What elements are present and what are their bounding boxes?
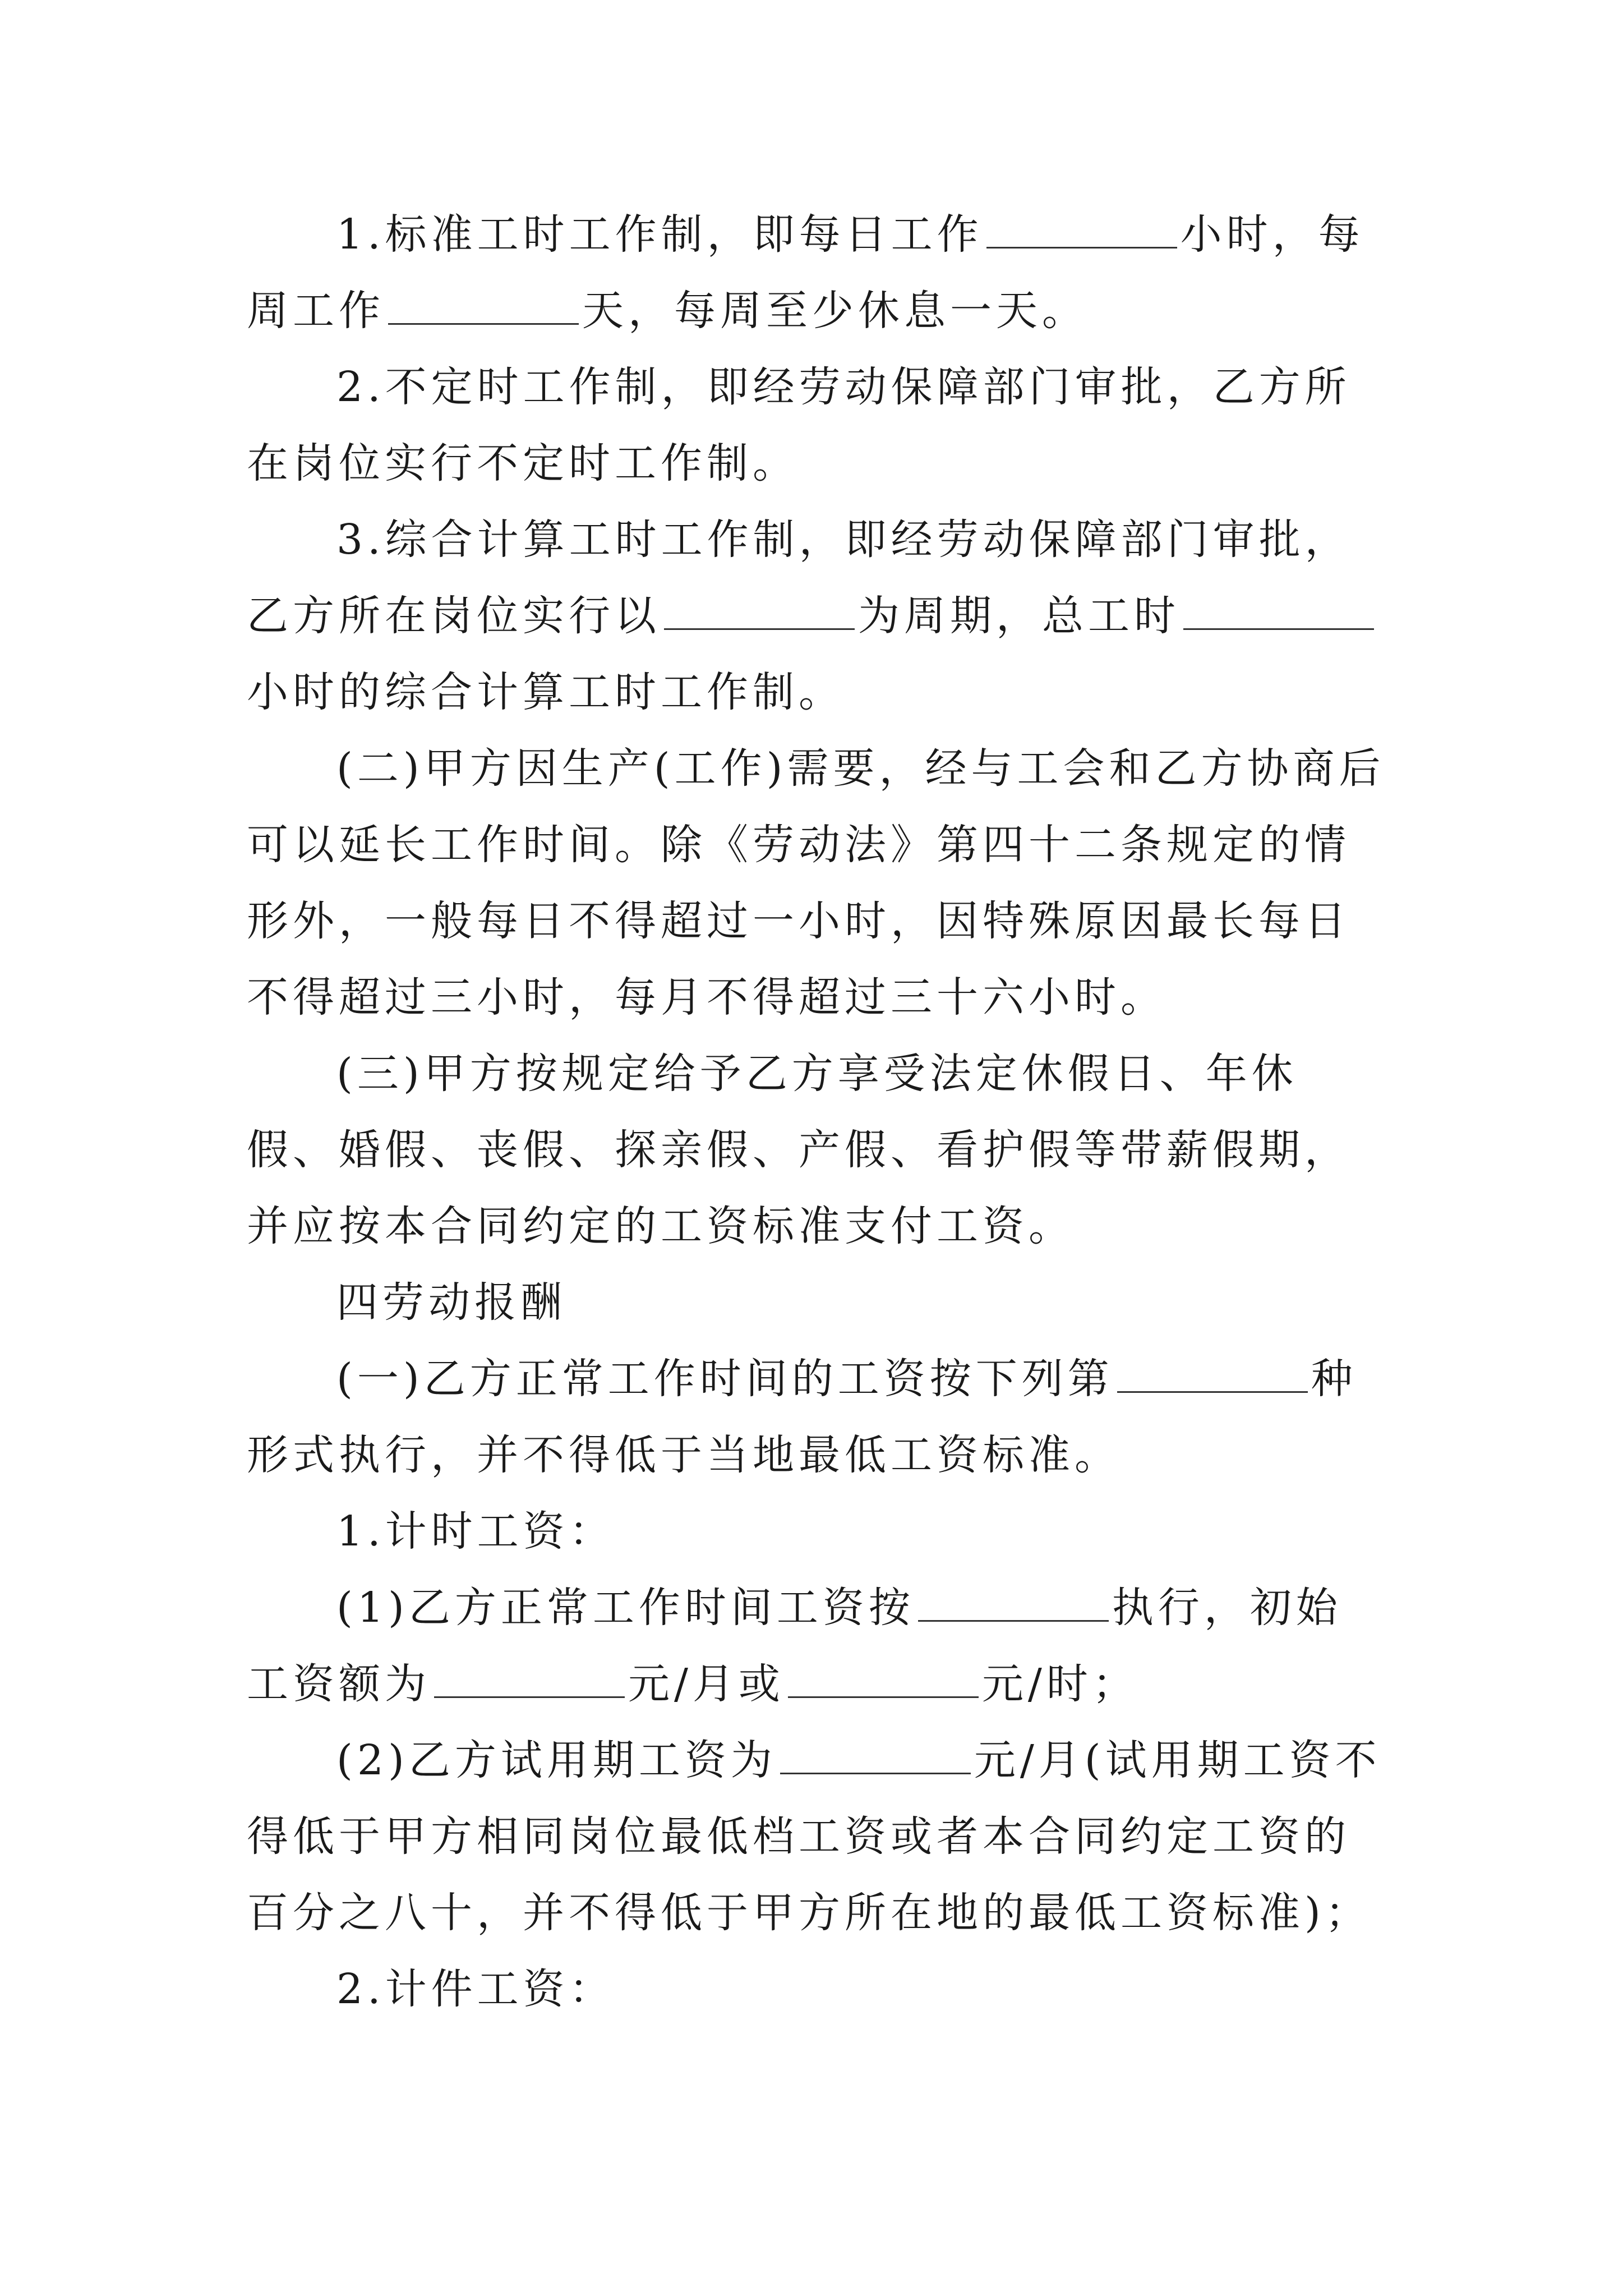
paragraph-flexible-hours: 2.不定时工作制，即经劳动保障部门审批，乙方所在岗位实行不定时工作制。 (247, 363, 1351, 487)
text-segment: 执行，初始工资额为 (247, 1584, 1342, 1708)
paragraph-standard-hours (247, 196, 1385, 349)
paragraph-time-wage-title: 1.计时工资： (336, 1507, 615, 1556)
blank-monthly-wage (434, 1660, 625, 1698)
text-segment: 1.标准工时工作制，即每日工作 (336, 210, 983, 259)
text-segment: 小时的综合计算工时工作制。 (247, 668, 845, 716)
text-segment: (1)乙方正常工作时间工资按 (336, 1584, 915, 1632)
text-segment: 天，每周至少休息一天。 (582, 287, 1088, 335)
paragraph-comprehensive-hours (247, 501, 1385, 730)
blank-wage-form (1117, 1355, 1308, 1393)
text-segment: 小时，每周工作 (247, 210, 1364, 335)
blank-hourly-wage (788, 1660, 979, 1698)
paragraph-overtime: (二)甲方因生产(工作)需要，经与工会和乙方协商后可以延长工作时间。除《劳动法》第四十二条规定的情形外，一般每日不得超过一小时，因特殊原因最长每日不得超过三小时，每月不得超过三十六小时。 (247, 744, 1385, 1022)
blank-period (664, 592, 855, 630)
blank-weekly-days (388, 287, 579, 325)
text-segment: 为周期，总工时 (858, 592, 1180, 640)
blank-wage-basis (918, 1584, 1109, 1622)
paragraph-time-wage-amount (247, 1570, 1385, 1722)
blank-total-hours (1183, 592, 1374, 630)
text-segment: (一)乙方正常工作时间的工资按下列第 (336, 1355, 1114, 1403)
blank-daily-hours (986, 211, 1177, 249)
text-segment: 元/月(试用期工资不得低于甲方相同岗位最低档工资或者本合同约定工资的百分之八十，并不得低于甲方所在地的最低工资标准)； (247, 1736, 1381, 1937)
text-segment: 种形式执行，并不得低于当地最低工资标准。 (247, 1355, 1357, 1479)
paragraph-paid-leave: (三)甲方按规定给予乙方享受法定休假日、年休假、婚假、丧假、探亲假、产假、看护假等带薪假期，并应按本合同约定的工资标准支付工资。 (247, 1050, 1350, 1250)
paragraph-probation-wage (247, 1722, 1385, 1951)
paragraph-piece-wage-title: 2.计件工资： (336, 1965, 615, 2013)
text-segment: 元/月或 (628, 1660, 785, 1708)
document-page (247, 196, 1385, 2027)
text-segment: 3.综合计算工时工作制，即经劳动保障部门审批，乙方所在岗位实行以 (247, 516, 1351, 640)
section-heading-remuneration: 四劳动报酬 (336, 1278, 566, 1327)
blank-probation-wage (780, 1737, 971, 1774)
text-segment: 元/时； (981, 1660, 1138, 1708)
paragraph-wage-form (247, 1341, 1385, 1493)
text-segment: (2)乙方试用期工资为 (336, 1736, 777, 1784)
